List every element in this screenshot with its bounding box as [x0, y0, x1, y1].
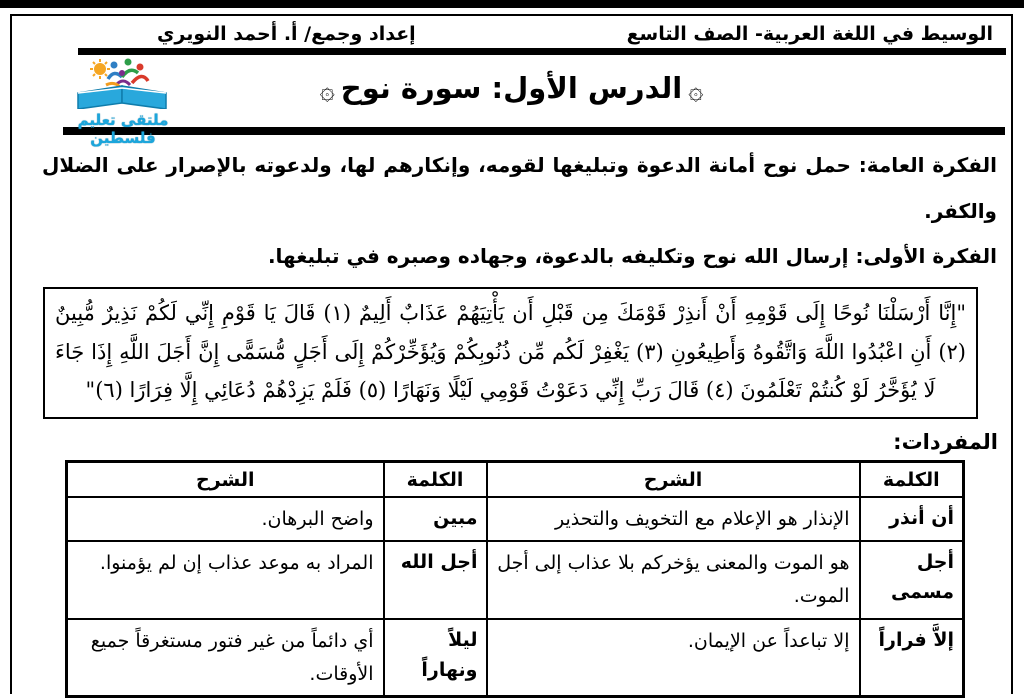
ideas-section	[12, 135, 1011, 280]
explanation-cell: واضح البرهان.	[67, 497, 384, 541]
table-row	[67, 541, 964, 619]
page-frame	[10, 14, 1013, 694]
word-cell: مبين	[384, 497, 487, 541]
explanation-cell: أي دائماً من غير فتور مستغرقاً جميع الأوقات.	[67, 619, 384, 697]
explanation-cell: المراد به موعد عذاب إن لم يؤمنوا.	[67, 541, 384, 619]
column-header-explanation: الشرح	[487, 462, 860, 497]
page-header	[12, 16, 1011, 48]
quran-verse-box	[43, 287, 978, 420]
column-header-explanation: الشرح	[67, 462, 384, 497]
header-divider-rule	[78, 48, 1006, 55]
column-header-word: الكلمة	[860, 462, 964, 497]
table-row	[67, 497, 964, 541]
word-cell: ليلاً ونهاراً	[384, 619, 487, 697]
vocabulary-heading: المفردات:	[893, 430, 998, 455]
people-icon	[106, 59, 148, 88]
logo	[47, 57, 199, 147]
title-band	[12, 55, 1011, 147]
explanation-cell: هو الموت والمعنى يؤخركم بلا عذاب إلى أجل الموت.	[487, 541, 860, 619]
logo-image	[48, 57, 198, 109]
first-idea-text: الفكرة الأولى: إرسال الله نوح وتكليفه بالدعوة، وجهاده وصبره في تبليغها.	[267, 244, 997, 269]
header-course-title: الوسيط في اللغة العربية- الصف التاسع	[626, 23, 993, 45]
table-row	[67, 619, 964, 697]
book-icon	[78, 86, 166, 109]
sun-icon	[90, 59, 110, 79]
rub-el-hizb-icon: ۞	[319, 76, 335, 106]
vocabulary-table	[65, 460, 965, 698]
logo-caption: ملتقى تعليم فلسطين	[77, 111, 169, 147]
column-header-word: الكلمة	[384, 462, 487, 497]
title-divider-rule	[63, 127, 1005, 135]
quran-verse-text: "إِنَّا أَرْسَلْنَا نُوحًا إِلَى قَوْمِهِ أَنْ أَنذِرْ قَوْمَكَ مِن قَبْلِ أَن يَأْتِيَهُمْ عَذَابٌ أَلِيمٌ (١) قَالَ يَا قَوْمِ إِنِّي لَكُمْ نَذِيرٌ مُّبِينٌ (٢) أَنِ اعْبُدُوا اللَّهَ وَاتَّقُوهُ وَأَطِيعُونِ (٣) يَغْفِرْ لَكُم مِّن ذُنُوبِكُمْ وَيُؤَخِّرْكُمْ إِلَى أَجَلٍ مُّسَمًّى إِنَّ أَجَلَ اللَّهِ إِذَا جَاءَ لَا يُؤَخَّرُ لَوْ كُنتُمْ تَعْلَمُونَ (٤) قَالَ رَبِّ إِنِّي دَعَوْتُ قَوْمِي لَيْلًا وَنَهَارًا (٥) فَلَمْ يَزِدْهُمْ دُعَائِي إِلَّا فِرَارًا (٦)"	[55, 300, 966, 403]
general-idea-text: الفكرة العامة: حمل نوح أمانة الدعوة وتبليغها لقومه، وإنكارهم لها، ولدعوته بالإصرار على الضلال والكفر.	[42, 153, 997, 223]
word-cell: أن أنذر	[860, 497, 964, 541]
table-header-row	[67, 462, 964, 497]
word-cell: إلاَّ فراراً	[860, 619, 964, 697]
rub-el-hizb-icon: ۞	[688, 76, 704, 106]
word-cell: أجل الله	[384, 541, 487, 619]
lesson-title-text: الدرس الأول: سورة نوح	[340, 71, 683, 105]
word-cell: أجل مسمى	[860, 541, 964, 619]
page-top-edge	[0, 0, 1024, 8]
header-author: إعداد وجمع/ أ. أحمد النويري	[157, 23, 416, 45]
explanation-cell: الإنذار هو الإعلام مع التخويف والتحذير	[487, 497, 860, 541]
explanation-cell: إلا تباعداً عن الإيمان.	[487, 619, 860, 697]
